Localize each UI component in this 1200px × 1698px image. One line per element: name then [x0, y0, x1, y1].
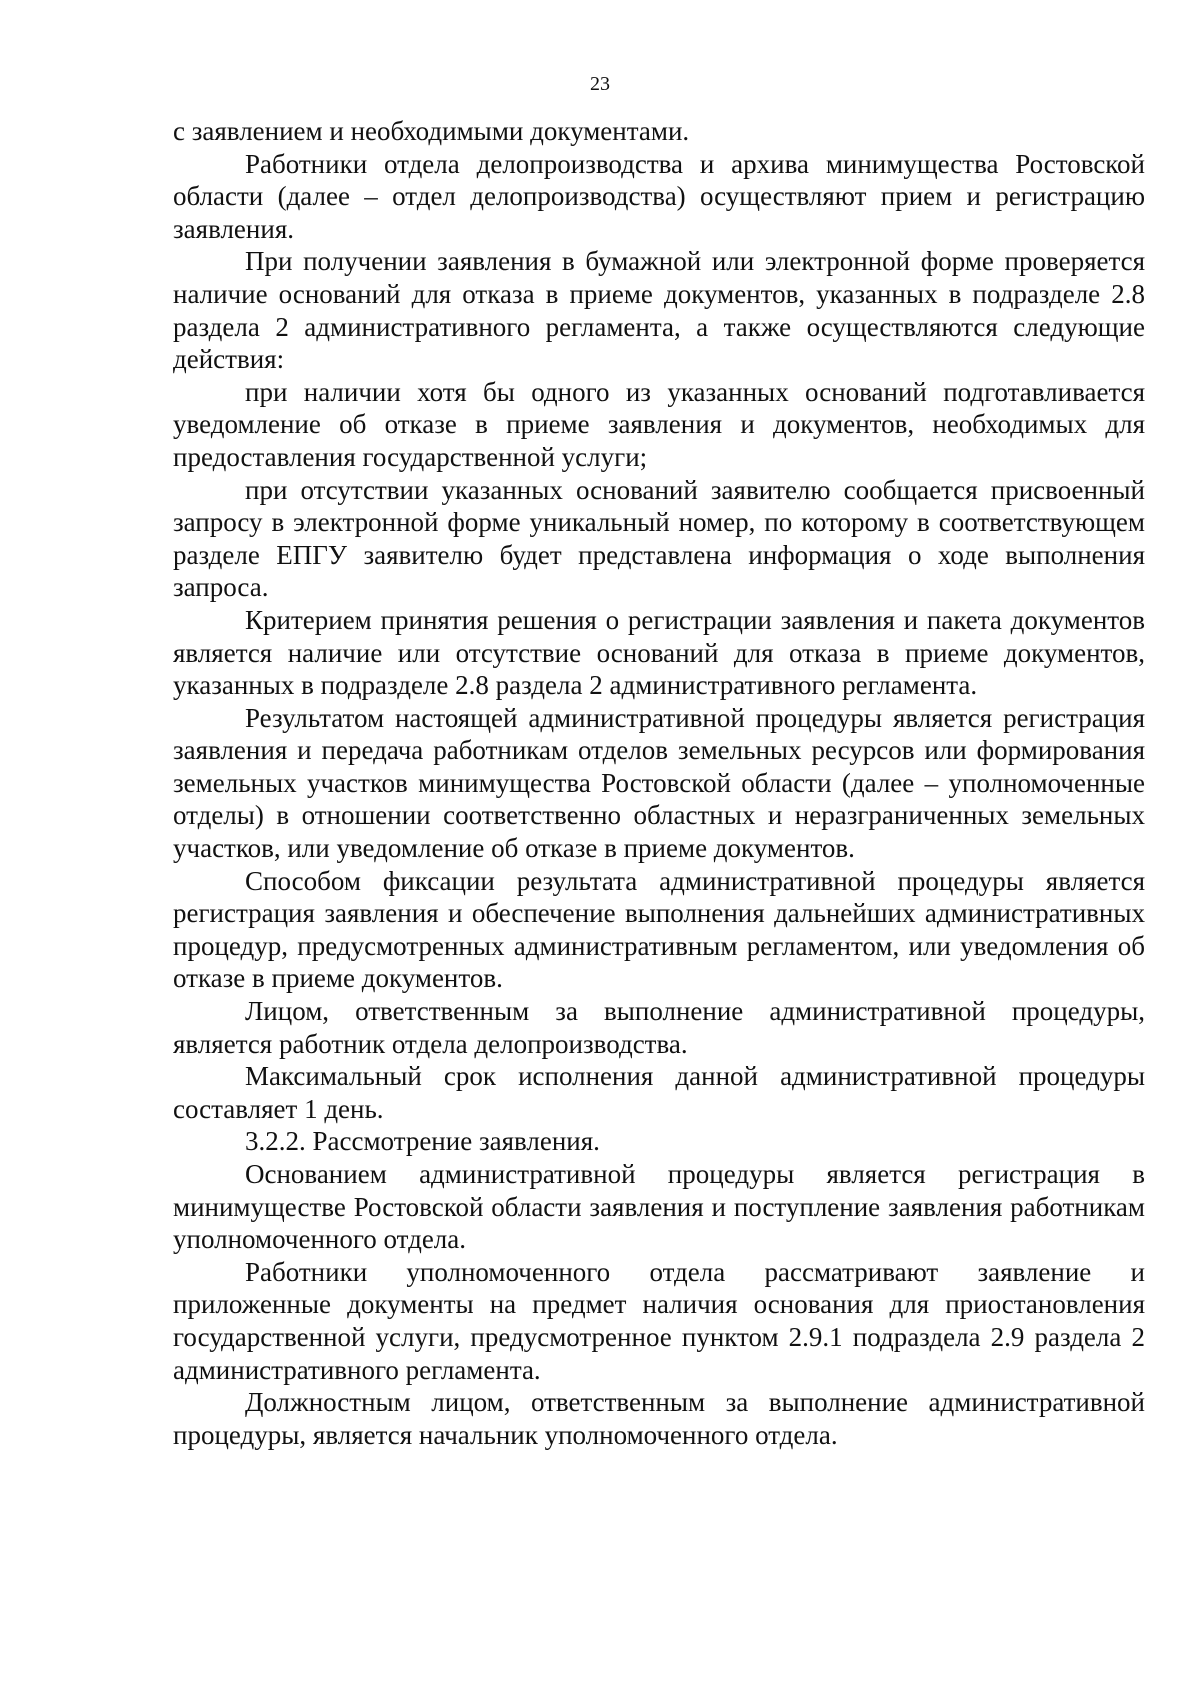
page-number: 23 [590, 73, 610, 95]
paragraph: Основанием административной процедуры является регистрация в минимуществе Ростовской области заявления и поступление заявления работникам уполномоченного отдела. [173, 1159, 1145, 1255]
paragraph: Должностным лицом, ответственным за выполнение административной процедуры, является начальник уполномоченного отдела. [173, 1387, 1145, 1450]
paragraph: Критерием принятия решения о регистрации заявления и пакета документов является наличие или отсутствие оснований для отказа в приеме документов, указанных в подразделе 2.8 раздела 2 административного регламента. [173, 604, 1145, 701]
paragraph: При получении заявления в бумажной или электронной форме проверяется наличие оснований для отказа в приеме документов, указанных в подразделе 2.8 раздела 2 административного регламента, а также осуществляются следующие действия: [173, 246, 1145, 375]
paragraph: Лицом, ответственным за выполнение административной процедуры, является работник отдела делопроизводства. [173, 996, 1145, 1059]
paragraph: Способом фиксации результата административной процедуры является регистрация заявления и обеспечение выполнения дальнейших административных процедур, предусмотренных административным регламентом, или уведомления об отказе в приеме документов. [173, 865, 1145, 994]
paragraph: при отсутствии указанных оснований заявителю сообщается присвоенный запросу в электронной форме уникальный номер, по которому в соответствующем разделе ЕПГУ заявителю будет представлена информация о ходе выполнения запроса. [173, 474, 1145, 603]
section-heading: 3.2.2. Рассмотрение заявления. [245, 1126, 600, 1157]
paragraph: с заявлением и необходимыми документами. [173, 116, 690, 146]
document-body [173, 115, 1145, 1451]
paragraph: Максимальный срок исполнения данной административной процедуры составляет 1 день. [173, 1061, 1145, 1124]
paragraph: Работники отдела делопроизводства и архива минимущества Ростовской области (далее – отдел делопроизводства) осуществляют прием и регистрацию заявления. [173, 148, 1145, 244]
paragraph: Результатом настоящей административной процедуры является регистрация заявления и передача работникам отделов земельных ресурсов или формирования земельных участков минимущества Ростовской области (далее – уполномоченные отделы) в отношении соответственно областных и неразграниченных земельных участков, или уведомление об отказе в приеме документов. [173, 702, 1145, 864]
paragraph: при наличии хотя бы одного из указанных оснований подготавливается уведомление об отказе в приеме заявления и документов, необходимых для предоставления государственной услуги; [173, 376, 1145, 472]
paragraph: Работники уполномоченного отдела рассматривают заявление и приложенные документы на предмет наличия основания для приостановления государственной услуги, предусмотренное пунктом 2.9.1 подраздела 2.9 раздела 2 административного регламента. [173, 1256, 1145, 1385]
